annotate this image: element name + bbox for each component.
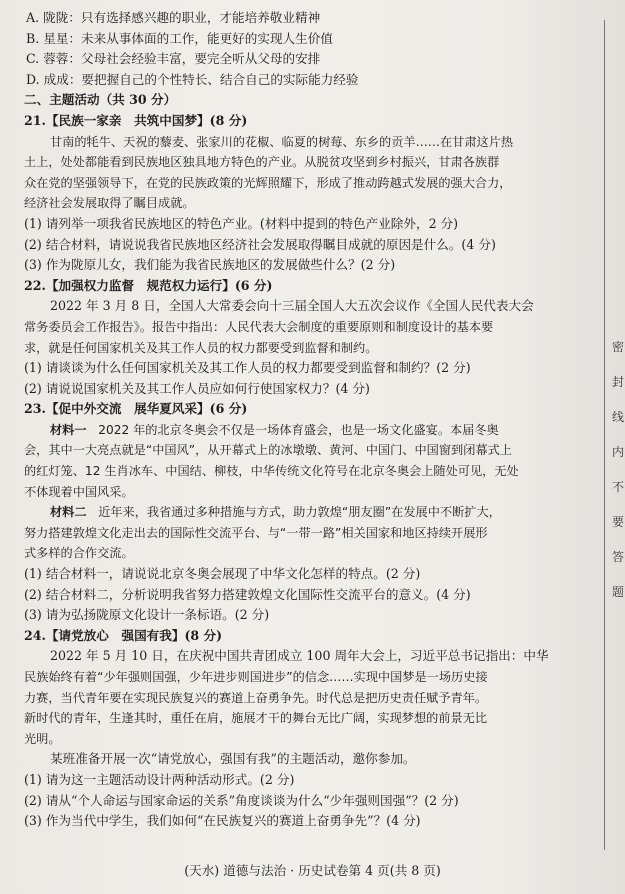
seal-char: 内 bbox=[612, 445, 625, 459]
material-1-label: 材料一 bbox=[50, 422, 87, 437]
q24-body-line: 力赛，当代青年要在实现民族复兴的赛道上奋勇争先。时代总是把历史责任赋予青年。 bbox=[24, 690, 488, 705]
q23-material-2-line bbox=[24, 502, 602, 523]
q22-title: 22.【加强权力监督 规范权力运行】(6 分) bbox=[24, 277, 273, 293]
q23-material-1-line bbox=[24, 420, 602, 441]
option-a: A. 陇陇：只有选择感兴趣的职业，才能培养敬业精神 bbox=[26, 10, 321, 25]
q23-material-1-line: 会，其中一大亮点就是“中国风”，从开幕式上的冰墩墩、黄河、中国门、中国窗到闭幕式上 bbox=[24, 443, 512, 458]
q24-body-line: 光明。 bbox=[24, 731, 61, 746]
q22-question: (1) 请谈谈为什么任何国家机关及其工作人员的权力都要受到监督和制约？(2 分) bbox=[24, 360, 471, 376]
material-1-text: 2022 年的北京冬奥会不仅是一场体育盛会，也是一场文化盛宴。本届冬奥 bbox=[98, 422, 499, 437]
q21-body-line: 众在党的坚强领导下，在党的民族政策的光辉照耀下，形成了推动跨越式发展的强大合力， bbox=[24, 175, 512, 190]
page-footer: (天水) 道德与法治 · 历史试卷第 4 页(共 8 页) bbox=[184, 863, 441, 878]
seal-char: 题 bbox=[612, 585, 625, 599]
q23-material-2-line: 式多样的合作交流。 bbox=[24, 546, 134, 561]
q23-material-2-line: 努力搭建敦煌文化走出去的国际性交流平台、与“一带一路”相关国家和地区持续开展形 bbox=[24, 525, 488, 540]
q24-title: 24.【请党放心 强国有我】(8 分) bbox=[24, 627, 223, 643]
q24-question: (2) 请从“个人命运与国家命运的关系”角度谈谈为什么“少年强则国强”？(2 分) bbox=[24, 792, 459, 808]
q22-question: (2) 请说说国家机关及其工作人员应如何行使国家权力？(4 分) bbox=[24, 380, 370, 396]
q24-body-line: 新时代的青年，生逢其时，重任在肩，施展才干的舞台无比广阔，实现梦想的前景无比 bbox=[24, 711, 488, 726]
q24-body-line: 2022 年 5 月 10 日，在庆祝中国共青团成立 100 周年大会上，习近平总书记指出：中华 bbox=[50, 648, 549, 664]
seal-char: 要 bbox=[612, 515, 625, 529]
page-content bbox=[24, 8, 602, 832]
q21-body-line: 经济社会发展取得了瞩目成就。 bbox=[24, 196, 195, 211]
q24-question: (3) 作为当代中学生，我们如何“在民族复兴的赛道上奋勇争先”？(4 分) bbox=[24, 813, 421, 829]
q22-body-line: 求，就是任何国家机关及其工作人员的权力都要受到监督和制约。 bbox=[24, 340, 378, 355]
q23-material-1-line: 不体现着中国风采。 bbox=[24, 484, 134, 499]
q21-question: (1) 请列举一项我省民族地区的特色产业。(材料中提到的特色产业除外，2 分) bbox=[24, 215, 459, 231]
seal-char: 不 bbox=[612, 480, 625, 494]
q21-body-line: 甘南的牦牛、天祝的藜麦、张家川的花椒、临夏的树莓、东乡的贡羊……在甘肃这片热 bbox=[50, 134, 514, 149]
q22-body-line: 2022 年 3 月 8 日，全国人大常委会向十三届全国人大五次会议作《全国人民代表大会 bbox=[50, 298, 534, 314]
q21-question: (3) 作为陇原儿女，我们能为我省民族地区的发展做些什么？(2 分) bbox=[24, 257, 396, 273]
option-c: C. 蓉蓉：父母社会经验丰富，要完全听从父母的安排 bbox=[26, 51, 321, 67]
seal-line bbox=[604, 20, 605, 850]
q23-question: (3) 请为弘扬陇原文化设计一条标语。(2 分) bbox=[24, 607, 270, 623]
seal-line-notice bbox=[612, 330, 625, 610]
q21-body-line: 土上，处处都能看到民族地区独具地方特色的产业。从脱贫攻坚到乡村振兴，甘肃各族群 bbox=[24, 155, 500, 170]
q24-intro: 某班准备开展一次“请党放心，强国有我”的主题活动，邀你参加。 bbox=[50, 751, 416, 767]
material-2-text: 近年来，我省通过多种措施与方式，助力敦煌“朋友圈”在发展中不断扩大， bbox=[98, 505, 501, 520]
q23-question: (1) 结合材料一，请说说北京冬奥会展现了中华文化怎样的特点。(2 分) bbox=[24, 566, 421, 582]
seal-char: 密 bbox=[612, 340, 625, 354]
q23-question: (2) 结合材料二，分析说明我省努力搭建敦煌文化国际性交流平台的意义。(4 分) bbox=[24, 586, 471, 602]
material-2-label: 材料二 bbox=[50, 505, 87, 520]
q24-question: (1) 请为这一主题活动设计两种活动形式。(2 分) bbox=[24, 771, 295, 787]
seal-char: 封 bbox=[612, 375, 625, 389]
seal-char: 答 bbox=[612, 550, 625, 564]
option-d: D. 成成：要把握自己的个性特长、结合自己的实际能力经验 bbox=[26, 71, 359, 87]
q23-material-1-line: 的红灯笼、12 生肖冰车、中国结、柳枝，中华传统文化符号在北京冬奥会上随处可见，无处 bbox=[24, 464, 519, 479]
q23-title: 23.【促中外交流 展华夏风采】(6 分) bbox=[24, 401, 248, 417]
q21-question: (2) 结合材料，请说说我省民族地区经济社会发展取得瞩目成就的原因是什么。(4 分) bbox=[24, 236, 496, 252]
option-b: B. 星星：未来从事体面的工作，能更好的实现人生价值 bbox=[26, 30, 333, 46]
q24-body-line: 民族始终有着“少年强则国强，少年进步则国进步”的信念……实现中国梦是一场历史接 bbox=[24, 670, 488, 684]
q22-body-line: 常务委员会工作报告》。报告中指出：人民代表大会制度的重要原则和制度设计的基本要 bbox=[24, 319, 494, 334]
section-title: 二、主题活动（共 30 分） bbox=[24, 92, 177, 108]
seal-char: 线 bbox=[612, 410, 625, 424]
q21-title: 21.【民族一家亲 共筑中国梦】(8 分) bbox=[24, 112, 248, 128]
